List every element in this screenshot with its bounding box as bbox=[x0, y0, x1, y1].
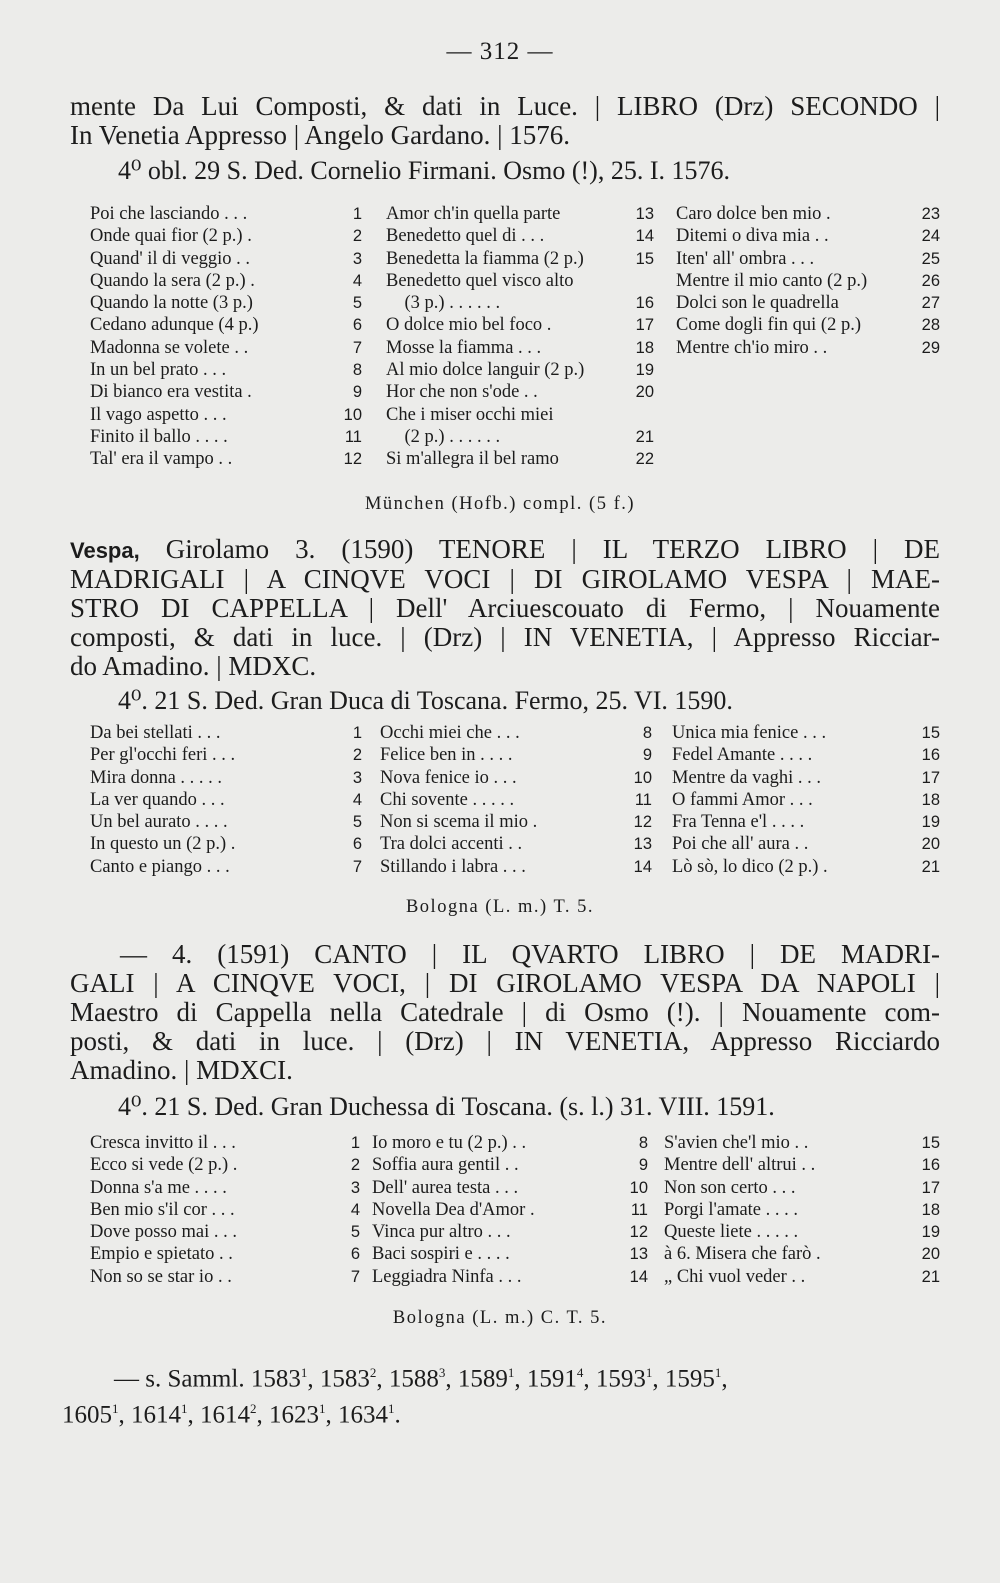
list-item: Ben mio s'il cor . . . 4 bbox=[90, 1199, 360, 1220]
list-item: Tra dolci accenti . . 13 bbox=[380, 834, 652, 855]
list-item: Soffia aura gentil . . 9 bbox=[372, 1155, 648, 1176]
list-item: Felice ben in . . . . 9 bbox=[380, 745, 652, 766]
list-item: Stillando i labra . . . 14 bbox=[380, 856, 652, 877]
intro-column-3 bbox=[676, 203, 940, 359]
list-item: Dove posso mai . . . 5 bbox=[90, 1222, 360, 1243]
intro-column-1 bbox=[90, 203, 362, 471]
list-item: Ditemi o diva mia . . 24 bbox=[676, 226, 940, 247]
vespa-4-title bbox=[70, 940, 940, 1085]
list-item: Poi che all' aura . . 20 bbox=[672, 834, 940, 855]
list-item: O fammi Amor . . . 18 bbox=[672, 789, 940, 810]
intro-title-line: mente Da Lui Composti, & dati in Luce. | LIBRO (Drz) SECONDO | bbox=[70, 91, 940, 121]
list-item: Io moro e tu (2 p.) . . 8 bbox=[372, 1133, 648, 1153]
title-line: STRO DI CAPPELLA | Dell' Arciuescouato di Fermo, | Nouamente bbox=[70, 593, 940, 623]
list-item: Porgi l'amate . . . . 18 bbox=[664, 1199, 940, 1220]
intro-column-2 bbox=[386, 203, 654, 471]
list-item: Mentre ch'io miro . . 29 bbox=[676, 337, 940, 358]
library-location: Bologna (L. m.) C. T. 5. bbox=[392, 1308, 608, 1328]
list-item: In questo un (2 p.) . 6 bbox=[90, 834, 362, 855]
intro-title bbox=[70, 92, 940, 150]
intro-meta: 4⁰ obl. 29 S. Ded. Cornelio Firmani. Osmo (!), 25. I. 1576. bbox=[118, 156, 730, 185]
vespa-3-column-3 bbox=[672, 722, 940, 878]
list-item: Fedel Amante . . . . 16 bbox=[672, 745, 940, 766]
title-line: Vespa, Girolamo 3. (1590) TENORE | IL TERZO LIBRO | DE bbox=[70, 534, 940, 564]
list-item: Cedano adunque (4 p.) 6 bbox=[90, 315, 362, 336]
list-item: Di bianco era vestita . 9 bbox=[90, 382, 362, 403]
list-item: Amor ch'in quella parte 13 bbox=[386, 204, 654, 224]
title-line: posti, & dati in luce. | (Drz) | IN VENETIA, Appresso Ricciardo bbox=[70, 1026, 940, 1056]
list-item: Quando la sera (2 p.) . 4 bbox=[90, 270, 362, 291]
list-item: Mosse la fiamma . . . 18 bbox=[386, 337, 654, 358]
list-item: Cresca invitto il . . . 1 bbox=[90, 1133, 360, 1153]
list-item: Unica mia fenice . . . 15 bbox=[672, 723, 940, 743]
list-item: à 6. Misera che farò . 20 bbox=[664, 1244, 940, 1265]
list-item: Lò sò, lo dico (2 p.) . 21 bbox=[672, 856, 940, 877]
list-item: Fra Tenna e'l . . . . 19 bbox=[672, 812, 940, 833]
list-item: Come dogli fin qui (2 p.) 28 bbox=[676, 315, 940, 336]
list-item: Che i miser occhi miei bbox=[386, 404, 554, 425]
list-item: Quando la notte (3 p.) 5 bbox=[90, 293, 362, 314]
list-item: Dell' aurea testa . . . 10 bbox=[372, 1177, 648, 1198]
vespa-3-title bbox=[70, 535, 940, 681]
list-item: Ecco si vede (2 p.) . 2 bbox=[90, 1155, 360, 1176]
vespa-3-column-2 bbox=[380, 722, 652, 878]
list-item: Madonna se volete . . 7 bbox=[90, 337, 362, 358]
list-item: Il vago aspetto . . . 10 bbox=[90, 404, 362, 425]
list-item: Benedetto quel visco alto bbox=[386, 270, 574, 291]
list-item: Si m'allegra il bel ramo 22 bbox=[386, 449, 654, 470]
list-item: Empio e spietato . . 6 bbox=[90, 1244, 360, 1265]
list-item: O dolce mio bel foco . 17 bbox=[386, 315, 654, 336]
vespa-4-meta: 4⁰. 21 S. Ded. Gran Duchessa di Toscana. (s. l.) 31. VIII. 1591. bbox=[118, 1092, 775, 1121]
list-item: Tal' era il vampo . . 12 bbox=[90, 449, 362, 470]
title-line: MADRIGALI | A CINQVE VOCI | DI GIROLAMO VESPA | MAE- bbox=[70, 564, 940, 594]
list-item: Donna s'a me . . . . 3 bbox=[90, 1177, 360, 1198]
vespa-4-column-1 bbox=[90, 1132, 360, 1288]
list-item: Non si scema il mio . 12 bbox=[380, 812, 652, 833]
list-item: Occhi miei che . . . 8 bbox=[380, 723, 652, 743]
list-item: Mentre dell' altrui . . 16 bbox=[664, 1155, 940, 1176]
list-item: Canto e piango . . . 7 bbox=[90, 856, 362, 877]
list-item: Non so se star io . . 7 bbox=[90, 1266, 360, 1287]
composer-name: Vespa, bbox=[70, 538, 140, 563]
list-item: Mentre da vaghi . . . 17 bbox=[672, 767, 940, 788]
list-item: Mentre il mio canto (2 p.) 26 bbox=[676, 270, 940, 291]
list-item: „ Chi vuol veder . . 21 bbox=[664, 1266, 940, 1287]
page-number: — 312 — bbox=[446, 38, 554, 65]
list-item: Hor che non s'ode . . 20 bbox=[386, 382, 654, 403]
list-item: (3 p.) . . . . . . 16 bbox=[386, 293, 654, 314]
list-item: Queste liete . . . . . 19 bbox=[664, 1222, 940, 1243]
list-item: Per gl'occhi feri . . . 2 bbox=[90, 745, 362, 766]
list-item: Nova fenice io . . . 10 bbox=[380, 767, 652, 788]
list-item: Vinca pur altro . . . 12 bbox=[372, 1222, 648, 1243]
list-item: Da bei stellati . . . 1 bbox=[90, 723, 362, 743]
title-line: composti, & dati in luce. | (Drz) | IN VENETIA, | Appresso Ricciar- bbox=[70, 622, 940, 652]
list-item: Dolci son le quadrella 27 bbox=[676, 293, 940, 314]
list-item: Novella Dea d'Amor . 11 bbox=[372, 1199, 648, 1220]
list-item: Iten' all' ombra . . . 25 bbox=[676, 248, 940, 269]
list-item: S'avien che'l mio . . 15 bbox=[664, 1133, 940, 1153]
list-item: Mira donna . . . . . 3 bbox=[90, 767, 362, 788]
list-item: (2 p.) . . . . . . 21 bbox=[386, 426, 654, 447]
list-item: Chi sovente . . . . . 11 bbox=[380, 789, 652, 810]
list-item: Finito il ballo . . . . 11 bbox=[90, 426, 362, 447]
list-item: Quand' il di veggio . . 3 bbox=[90, 248, 362, 269]
intro-title-line: In Venetia Appresso | Angelo Gardano. | 1576. bbox=[70, 120, 570, 150]
list-item: Onde quai fior (2 p.) . 2 bbox=[90, 226, 362, 247]
list-item: Caro dolce ben mio . 23 bbox=[676, 204, 940, 224]
library-location: München (Hofb.) compl. (5 f.) bbox=[364, 494, 636, 514]
list-item: In un bel prato . . . 8 bbox=[90, 360, 362, 381]
title-line: GALI | A CINQVE VOCI, | DI GIROLAMO VESPA DA NAPOLI | bbox=[70, 968, 940, 998]
library-location: Bologna (L. m.) T. 5. bbox=[405, 897, 595, 917]
list-item: Non son certo . . . 17 bbox=[664, 1177, 940, 1198]
collections-references bbox=[62, 1358, 942, 1431]
list-item: Poi che lasciando . . . 1 bbox=[90, 204, 362, 224]
list-item: Benedetta la fiamma (2 p.) 15 bbox=[386, 248, 654, 269]
title-line: Amadino. | MDXCI. bbox=[70, 1055, 293, 1085]
vespa-3-meta: 4⁰. 21 S. Ded. Gran Duca di Toscana. Fermo, 25. VI. 1590. bbox=[118, 686, 733, 715]
vespa-3-column-1 bbox=[90, 722, 362, 878]
list-item: Benedetto quel di . . . 14 bbox=[386, 226, 654, 247]
list-item: La ver quando . . . 4 bbox=[90, 789, 362, 810]
title-line: Maestro di Cappella nella Catedrale | di Osmo (!). | Nouamente com- bbox=[70, 997, 940, 1027]
vespa-4-column-2 bbox=[372, 1132, 648, 1288]
collections-line-2: 1605$^1$, 1614$^1$, 1614$^2$, 1623$^1$, 1634$^1$. bbox=[62, 1401, 401, 1429]
title-line: — 4. (1591) CANTO | IL QVARTO LIBRO | DE MADRI- bbox=[120, 939, 940, 969]
list-item: Al mio dolce languir (2 p.) 19 bbox=[386, 360, 654, 381]
list-item: Leggiadra Ninfa . . . 14 bbox=[372, 1266, 648, 1287]
collections-line-1: — s. Samml. 1583$^1$, 1583$^2$, 1588$^3$, 1589$^1$, 1591$^4$, 1593$^1$, 1595$^1$, bbox=[114, 1365, 728, 1393]
list-item: Un bel aurato . . . . 5 bbox=[90, 812, 362, 833]
vespa-4-column-3 bbox=[664, 1132, 940, 1288]
list-item: Baci sospiri e . . . . 13 bbox=[372, 1244, 648, 1265]
title-line: do Amadino. | MDXC. bbox=[70, 651, 317, 681]
